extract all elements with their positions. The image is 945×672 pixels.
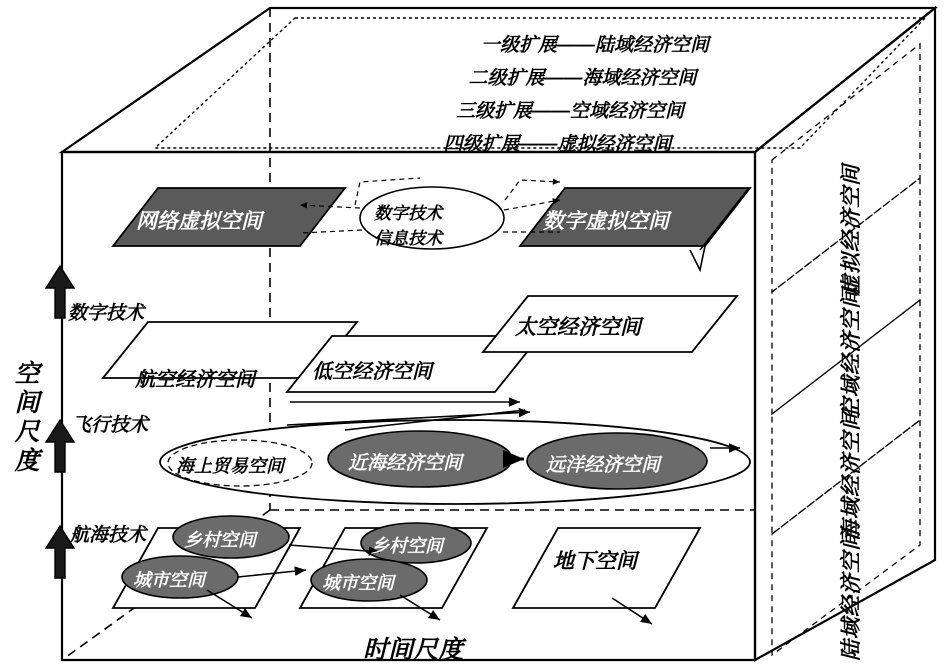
right-panel-label-land: 陆域经济空间: [840, 529, 863, 661]
axis-title-spatial-scale-text: 空间尺度: [11, 360, 40, 476]
legend-line-4: 四级扩展——虚拟经济空间: [443, 134, 672, 155]
legend-line-3: 三级扩展——空域经济空间: [455, 101, 684, 122]
tech-label-digital: 数字技术: [68, 303, 145, 324]
axis-title-time-scale: 时间尺度: [363, 636, 464, 664]
ellipse-label-information-tech: 信息技术: [374, 229, 442, 248]
axis-title-spatial-scale: [8, 360, 42, 481]
plate-label-aviation-economic-space: 航空经济空间: [135, 369, 255, 391]
right-panel-label-air: 空域经济空间: [840, 287, 863, 419]
tech-label-flight: 飞行技术: [72, 415, 149, 436]
ellipse-label-ocean-economic-space: 远洋经济空间: [546, 455, 661, 476]
ellipse-label-rural-space-2: 乡村空间: [371, 536, 443, 556]
right-panel-label-virtual: 虚拟经济空间: [840, 164, 863, 296]
ellipse-label-maritime-trade-space: 海上贸易空间: [176, 456, 284, 476]
tech-label-navigation: 航海技术: [70, 525, 147, 546]
plate-label-low-altitude-economic-space: 低空经济空间: [312, 361, 432, 383]
plate-label-underground-space: 地下空间: [553, 550, 637, 573]
plate-label-digital-virtual-space: 数字虚拟空间: [543, 210, 669, 233]
ellipse-label-urban-space-2: 城市空间: [322, 573, 394, 593]
legend-box: [300, 30, 860, 156]
ellipse-label-digital-tech: 数字技术: [374, 204, 442, 223]
plate-label-network-virtual-space: 网络虚拟空间: [136, 210, 262, 233]
legend-line-1: 一级扩展——陆域经济空间: [480, 35, 709, 56]
plate-label-space-economic-space: 太空经济空间: [515, 316, 641, 339]
right-panel-label-sea: 海域经济空间: [840, 409, 863, 541]
ellipse-label-rural-space-1: 乡村空间: [184, 530, 256, 550]
legend-line-2: 二级扩展——海域经济空间: [468, 68, 697, 89]
ellipse-label-offshore-economic-space: 近海经济空间: [348, 453, 463, 474]
ellipse-label-urban-space-1: 城市空间: [133, 570, 205, 590]
